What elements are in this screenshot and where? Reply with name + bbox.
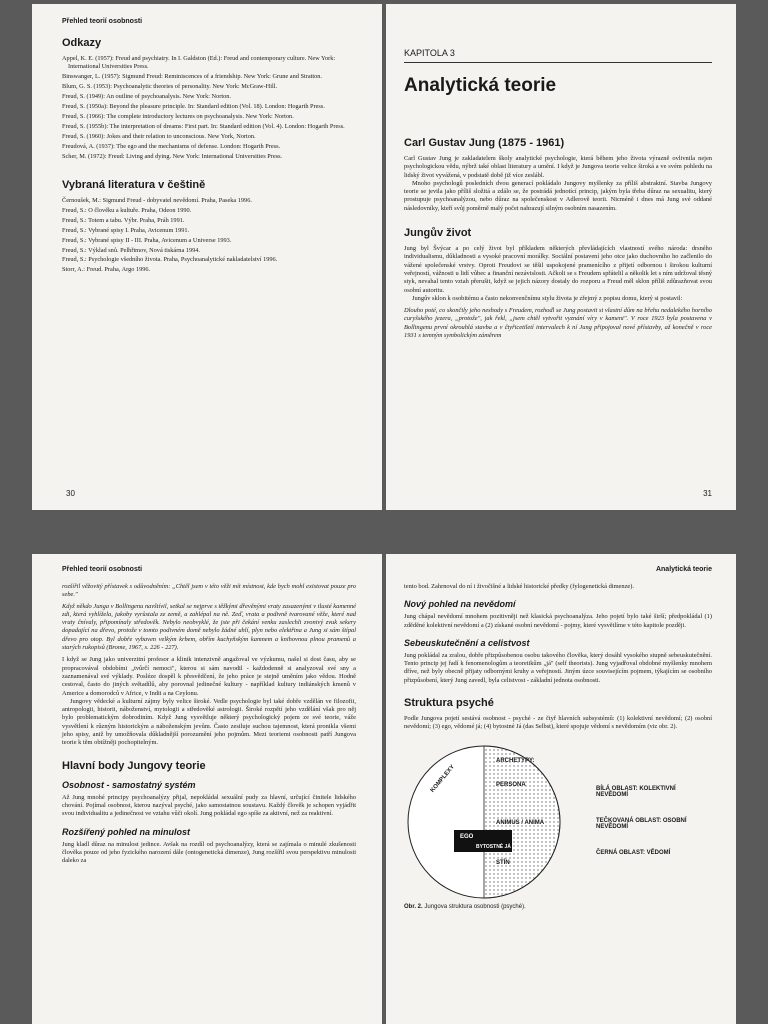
- diagram-label-self: BYTOSTNÉ JÁ: [476, 843, 511, 850]
- section-heading: Carl Gustav Jung (1875 - 1961): [404, 137, 565, 149]
- reference-item: Freud, S. (1950a): Beyond the pleasure principle. In: Standard edition (Vol. 18). London: Hogarth Press.: [62, 103, 325, 111]
- subsection-heading: Nový pohled na nevědomí: [404, 599, 516, 610]
- paragraph: Carl Gustav Jung je zakladatelem školy analytické psychologie, která během jeho života výrazně ovlivnila nejen psychologickou vědu, nýbrž také oblast literatury a umění. I když je Jungova teorie velice široká a ve svém pohledu na lidský život vyvážená, v podstatě době již více zeslábl.: [404, 155, 712, 179]
- page-31: [386, 4, 736, 510]
- czech-literature-heading: Vybraná literatura v češtině: [62, 178, 206, 191]
- references-heading: Odkazy: [62, 37, 102, 49]
- paragraph: Jung kladl důraz na minulost jedince. Avšak na rozdíl od psychoanalýzy, která se zajímala o minulé zkušenosti člověka pouze od jeho fyzického narození dále (ontogenetická dimenze), Jung rozšířil svou perspektivu minulosti daleko za: [62, 840, 356, 865]
- literature-item: Freud, S.: Psychologie všedního života. Praha, Psychoanalytické nakladatelství 1996.: [62, 256, 278, 264]
- paragraph: Jungův sklon k osobitému a často nekonvenčnímu stylu života je zřejmý z popisu domu, který si postavil:: [412, 294, 683, 302]
- diagram-label-ego: EGO: [460, 833, 474, 840]
- literature-item: Freud, S.: Totem a tabu. Výbr. Praha, Práh 1991.: [62, 216, 185, 224]
- figure-caption: [404, 904, 526, 910]
- references-list: [62, 55, 356, 161]
- paragraph: Jung byl Švýcar a po celý život byl příkladem některých převládajících vlastností svého národa: drsného individualismu, důkladnosti a vysoké pracovní morálky. Sociální postavení jeho otce jako duchovního ho začlenilo do vážené společenské vrstvy. Oproti Freudovi se těšil uspokojené pramenícího z přijetí odbornou i širokou kulturní veřejností, vážnosti u lidí vůbec a finanční nezávislosti. Ačkoli se s Freudem spřátelil a několik let s ním udržoval těsný styk, nevahal tento vztah přerušit, když se jejich názory dostaly do rozporu a Freud měl sklon příliš zdůrazňovat svou osobní autoritu.: [404, 245, 712, 294]
- legend-black: ČERNÁ OBLAST: VĚDOMÍ: [596, 849, 671, 856]
- chapter-title: Analytická teorie: [404, 75, 557, 96]
- quote-paragraph: Když někdo Junga v Bollingenu navštívil, setkal se nejprve s těžkými dřevěnými vraty zasazenými v tlusté kamenné zdi, která vyhlížela, jakoby vyrůstala ze země, a zahlépal na ně. Zeď, vrata a podivně tvarované věže, které nad vraty čnívaly, připomínaly středověk. Nebylo neobvyklé, že jste při čekání venku zaslechli zvonivý zvuk sekery dopadající na dřevo, protože v tomto podivném domě nebylo žádné uhlí, plyn nebo elektřina a Jung si sám štípal dřevo pro otop. Byl dobře vybaven velkým krbem, obřím kuchyňským kamnem a knihovnou plnou pramenů a starých rukopisů (Brome, 1967, s. 226 - 227).: [62, 602, 356, 652]
- page-number: 31: [703, 489, 712, 498]
- paragraph: Jung pokládal za zralou, dobře přizpůsobenou osobu takového člověka, který dosáhl vysokého stupně sebeuskutečnění. Tento princip jej řadí k fenomenologům a teoretikům „já" (self theorists). Jung vyjadřoval obdobné myšlenky mnohem dříve, než byly obecně přijaty odbornými kruhy a veřejností. Jiným úzce souvisejícím pojmem, týkajícím se osobního přizpůsobení, který Jung zavedl, byla celistvost - základní jednota osobnosti.: [404, 651, 712, 684]
- quote-paragraph: rozšířil věžovitý přístavek s odůvodněním: „Chtěl jsem v této věži mít místnost, kde bych mohl existovat pouze pro sebe.": [62, 583, 356, 599]
- reference-item: Appel, K. E. (1957): Freud and psychiatry. In I. Galdston (Ed.): Freud and contemporary culture. New York: International Universities Press.: [62, 55, 336, 71]
- running-header: Přehled teorií osobnosti: [62, 566, 143, 573]
- subsection-heading: Rozšířený pohled na minulost: [62, 826, 191, 837]
- reference-item: Freud, S. (1960): Jokes and their relation to unconscious. New York, Norton.: [62, 132, 256, 140]
- literature-item: Storr, A.: Freud. Praha, Argo 1996.: [62, 266, 151, 274]
- legend-white: BÍLÁ OBLAST: KOLEKTIVNÍ NEVĚDOMÍ: [596, 785, 676, 798]
- figure-caption-text: Jungova struktura osobnosti (psyché).: [424, 903, 526, 910]
- diagram-label-persona: PERSONA: [496, 781, 526, 788]
- reference-item: Binswanger, L. (1957): Sigmund Freud: Reminiscences of a friendship. New York: Grune and Stratton.: [62, 73, 322, 81]
- diagram-label-archetypes: ARCHETYPY:: [496, 757, 535, 764]
- paragraph: Podle Jungova pojetí sestává osobnost - psyché - ze čtyř hlavních subsystémů: (1) kolektivní nevědomí; (2) osobní nevědomí; (3) ego, vědomé já; (4) bytostné Já (das Selbst), které spojuje vědomí s nevědomím (viz obr. 2).: [404, 715, 712, 731]
- subsection-heading: Osobnost - samostatný systém: [62, 779, 196, 790]
- section-heading: Struktura psyché: [404, 697, 494, 710]
- literature-item: Freud, S.: Vybrané spisy I. Praha, Avicenum 1991.: [62, 226, 190, 234]
- paragraph: Mnoho psychologů posledních dvou generací pokládalo Jungovy myšlenky za příliš abstraktní. Stavba Jungovy teorie se jevila jako příliš složitá a zdálo se, že postrádá jednotící princip, jakým byla třeba důraz na sexualitu, který prostupuje psychoanalýzou, nebo důraz na společenskost v Adlerově teorii. Nicméně i dnes má Jung své oddané následovníky, kteří svůj poměrně malý počet nahrazují silným osobním nasazením.: [404, 179, 712, 212]
- diagram-label-shadow: STÍN: [496, 859, 510, 866]
- literature-item: Freud, S.: Vybrané spisy II - III. Praha, Avicenum a Universe 1993.: [62, 236, 232, 244]
- paragraph: Jungovy vědecké a kulturní zájmy byly velice široké. Vedle psychologie byl také dobře vzdělán ve filozofii, antropologii, historii, náboženství, mytologii a středověké astrologii. Široké rozpětí jeho vzdělání však pro něj bylo problematickým dobrodiním. Když Jung vysvětluje některý psychologický pojem ze své teorie, váže vysvětlení k různým historickým a náboženským jevům. Často zesiluje suchou tajemnost, která pronikla všemi jeho spisy, aniž by umožňovala důkladnější porozumění jeho pojmům. Mezi teoriemi osobnosti patří Jungova teorie k těm obtížněji pochopitelným.: [62, 697, 356, 747]
- diagram-label-animus: ANIMUS / ANIMA: [496, 819, 545, 826]
- literature-item: Freud, S.: O člověku a kultuře. Praha, Odeon 1990.: [62, 206, 192, 214]
- diagram-label-complexes: KOMPLEXY: [429, 763, 456, 794]
- subsection-heading: Sebeuskutečnění a celistvost: [404, 637, 530, 648]
- quote-paragraph: Dlouho poté, co skončily jeho neshody s Freudem, rozhodl se Jung postavit si vlastní dům na břehu nedalekého horního curyšského jezera, „protože", jak řekl, „jsem chtěl vytvořit vyznání víry v kameni". V roce 1923 byla postavena v Bollingenu první okrouhlá stavba a v čtyřicetiletí intervalech k ní Jung připojoval nové přístavby, až konečně v roce 1931 s temným symbolickým záměrem: [404, 307, 712, 340]
- reference-item: Freud, S. (1949): An outline of psychoanalysis. New York: Norton.: [62, 93, 231, 101]
- reference-item: Freud, S. (1966): The complete introductory lectures on psychoanalysis. New York: Norton.: [62, 112, 294, 120]
- page-number: 30: [66, 489, 75, 498]
- reference-item: Freud, S. (1955b): The interpretation of dreams: First part. In: Standard edition (Vol. 4). London: Hogarth Press.: [62, 122, 345, 130]
- running-header: Přehled teorií osobnosti: [62, 18, 143, 25]
- legend-dotted: TEČKOVANÁ OBLAST: OSOBNÍ NEVĚDOMÍ: [596, 817, 687, 830]
- page-lower-left: [32, 554, 382, 1024]
- figure-caption-label: Obr. 2.: [404, 903, 423, 910]
- paragraph: Jung chápal nevědomí mnohem pozitivněji než klasická psychoanalýza. Jeho pojetí bylo také širší; předpokládal (1) zděděné kolektivní nevědomí a (2) získané osobní nevědomí - pojmy, které vysvětlíme v této kapitole později.: [404, 613, 712, 629]
- psyche-diagram: [404, 740, 712, 910]
- chapter-label: KAPITOLA 3: [404, 18, 712, 63]
- czech-literature-list: [62, 197, 356, 275]
- reference-item: Scher, M. (1972): Freud: Living and dying. New York: International Universities Press.: [62, 152, 283, 160]
- literature-item: Freud, S.: Výklad snů. Pelhřimov, Nová tiskárna 1994.: [62, 246, 200, 254]
- page-lower-right: [386, 554, 736, 1024]
- paragraph: Až Jung mnohé principy psychoanalýzy přijal, nepokládal sexuální pudy za hlavní, určující činitele lidského chování. Pojímal osobnost, kterou nazýval psyché, jako samostatnou soustavu. Každý člověk je schopen vyjádřit svou individualitu a jedinečnost ve vztahu vůči okolí. Jung pokládal ego spíše za aktivní, než za reaktivní.: [62, 793, 356, 818]
- running-header: Analytická teorie: [655, 566, 712, 573]
- section-heading: Jungův život: [404, 227, 472, 240]
- reference-item: Freudová, A. (1937): The ego and the mechanisms of defense. London: Hogarth Press.: [62, 142, 281, 150]
- reference-item: Blum, G. S. (1953): Psychoanalytic theories of personality. New York: McGraw-Hill.: [62, 83, 278, 91]
- literature-item: Černoušek, M.: Sigmund Freud - dobyvatel nevědomí. Praha, Paseka 1996.: [62, 196, 252, 204]
- section-heading: Hlavní body Jungovy teorie: [62, 759, 206, 772]
- paragraph: tento bod. Zahrnoval do ní i živočišné a lidské historické předky (fylogenetická dimenze).: [404, 583, 634, 590]
- paragraph: I když se Jung jako univerzitní profesor a klinik intenzivně angažoval ve výzkumu, našel si dost času, aby se propracovával obdobími „tvůrčí nemoci", kterou si sám navodil - každodenně si analyzoval své sny a zaznamenával své výklady. Posléze dospěl k přesvědčení, že jeho práce je stejně uměním jako vědou. Hodně cestoval, často do jiných světadílů, aby porovnal jedinečné kultury - například kultury indiánských kmenů v Americe a domorodců v Africe, v Indii a na Ceylonu.: [62, 656, 356, 697]
- page-30: [32, 4, 382, 510]
